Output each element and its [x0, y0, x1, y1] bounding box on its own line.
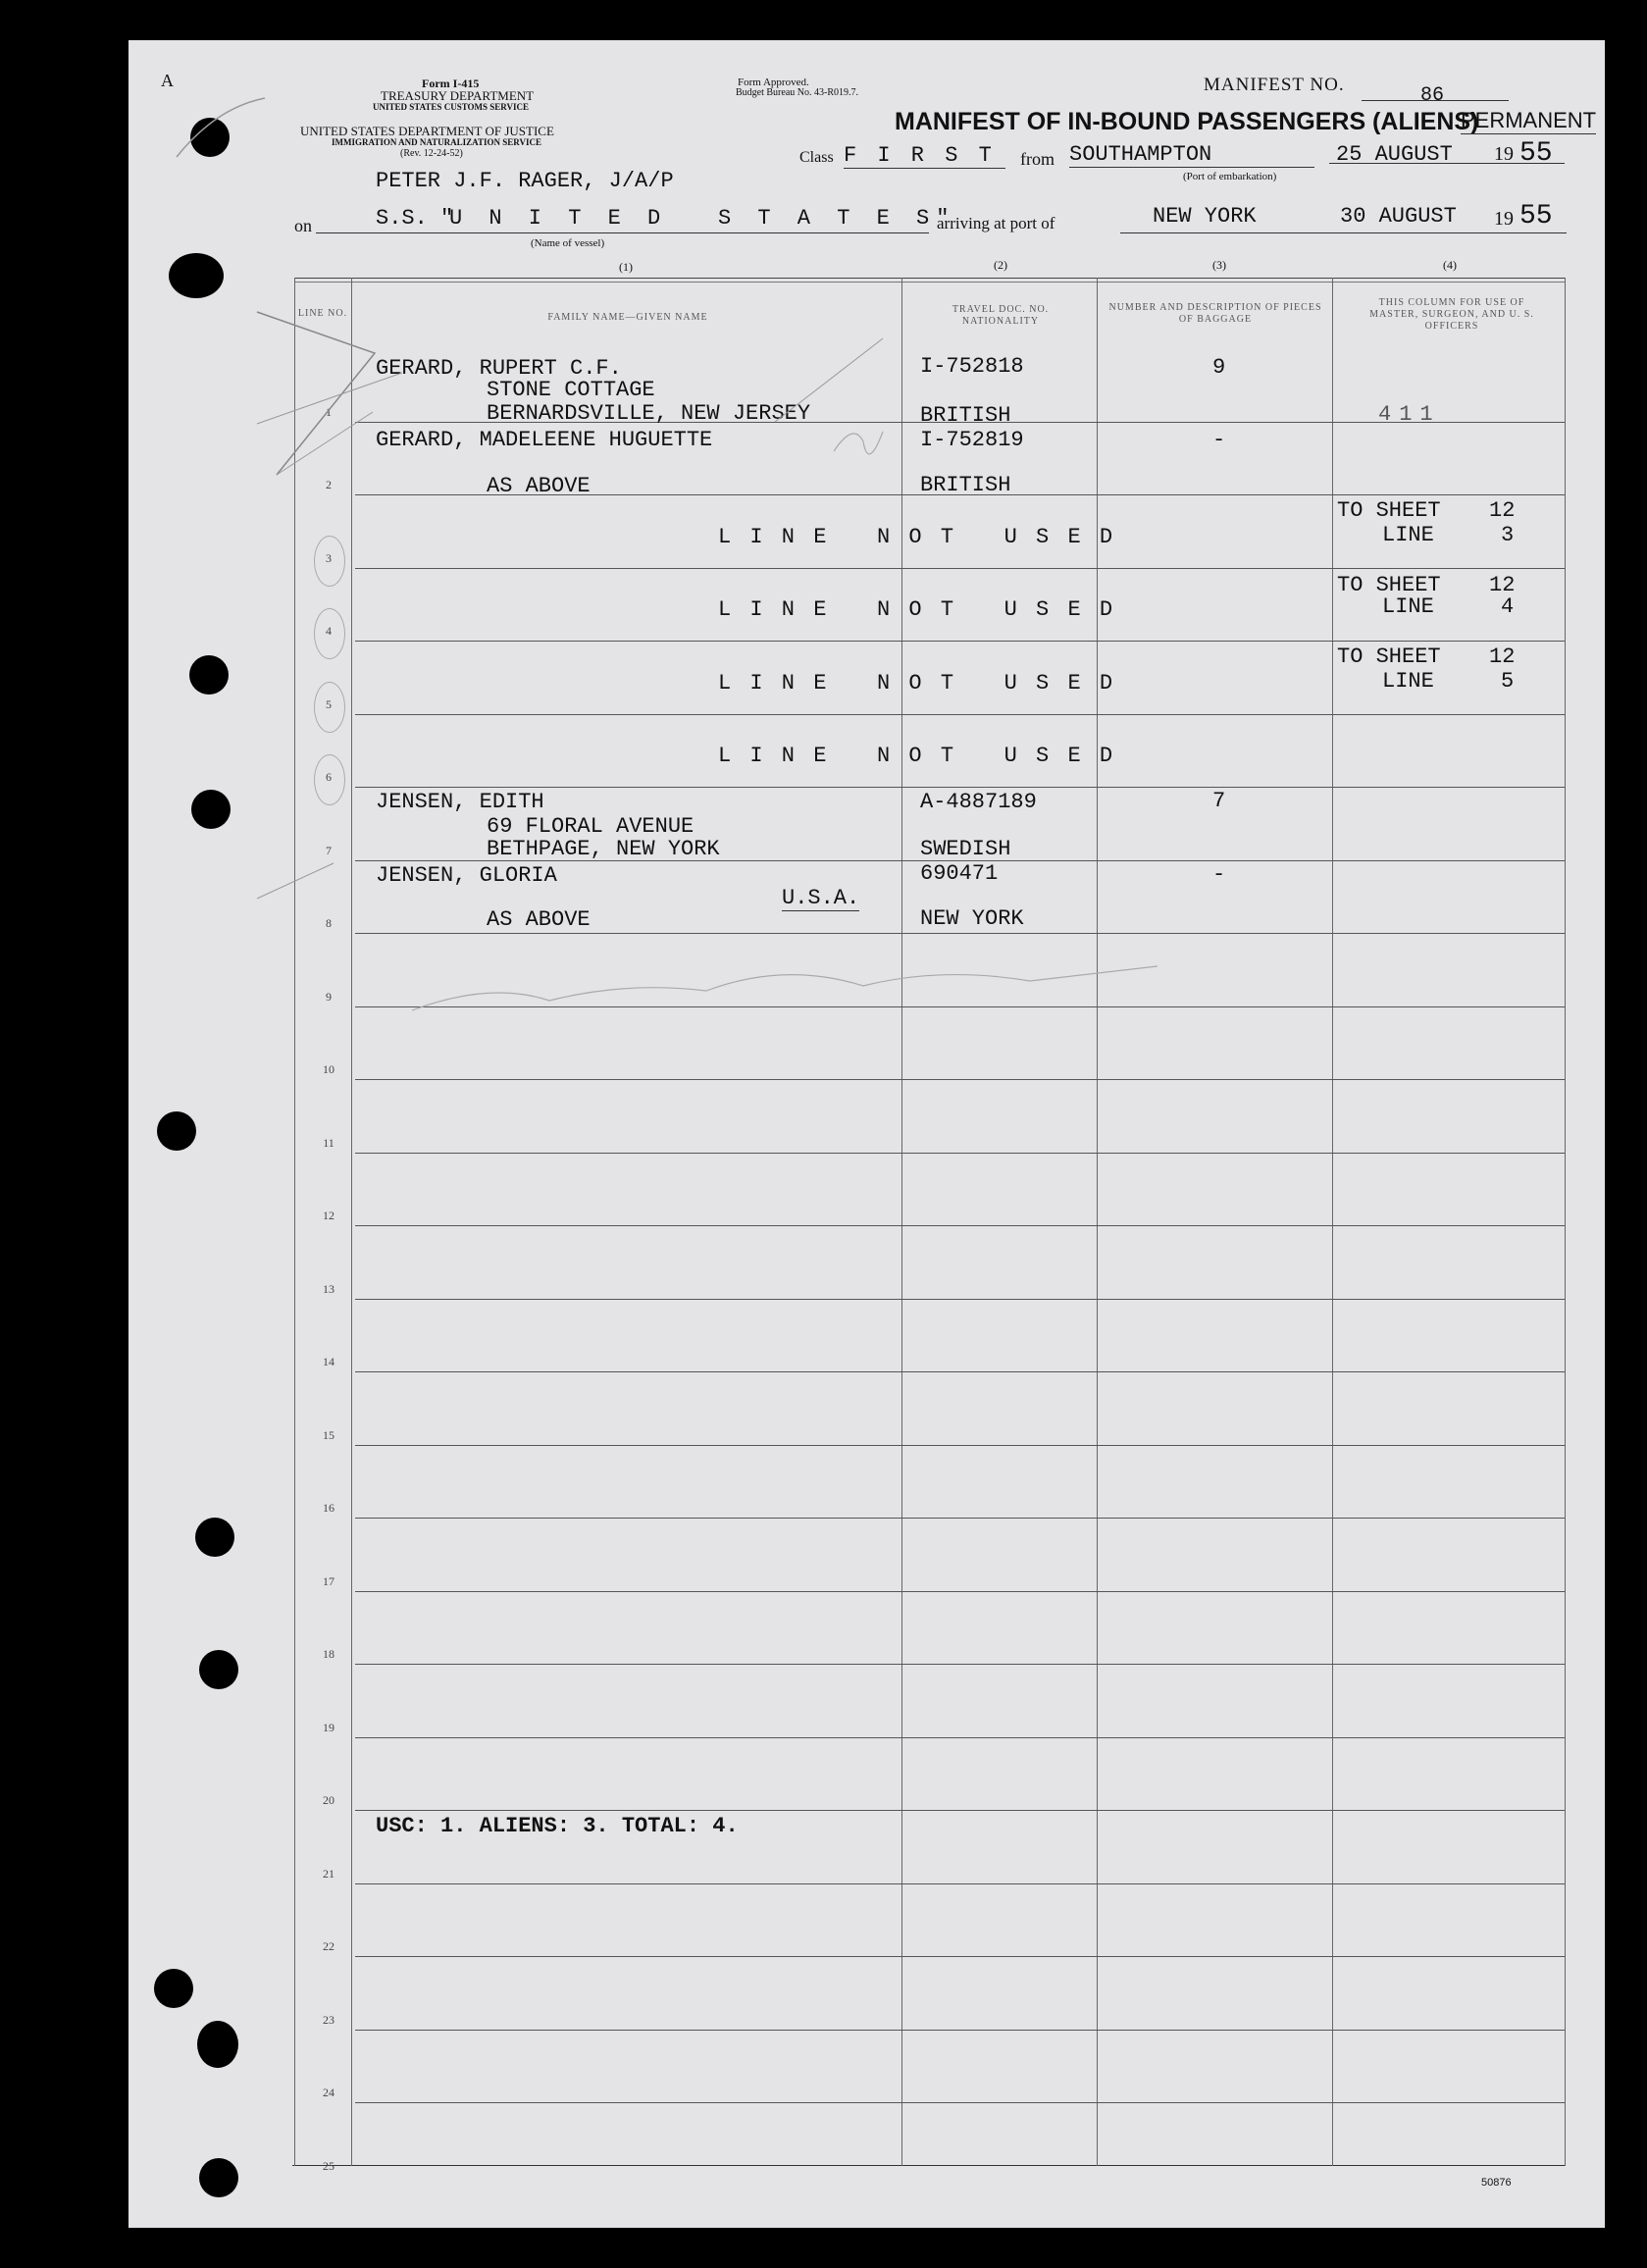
passenger-2-doc: I-752819 — [920, 428, 1024, 452]
passenger-1-address-1: STONE COTTAGE — [487, 378, 655, 402]
line-3-sheet-num: 12 — [1489, 498, 1516, 523]
passenger-2-address: AS ABOVE — [487, 474, 591, 498]
vessel-prefix: S.S. " — [376, 206, 454, 231]
line-number: 11 — [323, 1136, 335, 1150]
line-number: 15 — [323, 1428, 335, 1442]
arrival-date: 30 AUGUST — [1340, 204, 1457, 229]
passenger-1-name: GERARD, RUPERT C.F. — [376, 356, 622, 381]
line-number: 17 — [323, 1574, 335, 1588]
passenger-2-name: GERARD, MADELEENE HUGUETTE — [376, 428, 713, 452]
passenger-1-officer-mark: 411 — [1378, 402, 1441, 427]
vessel-caption: (Name of vessel) — [531, 237, 605, 249]
line-number: 7 — [326, 844, 332, 857]
port-embarkation-caption: (Port of embarkation) — [1183, 171, 1277, 182]
passenger-8-nationality: NEW YORK — [920, 906, 1024, 931]
passenger-7-address-2: BETHPAGE, NEW YORK — [487, 837, 720, 861]
port-embarkation: SOUTHAMPTON — [1069, 142, 1314, 168]
line-number: 12 — [323, 1209, 335, 1222]
corner-letter: A — [161, 71, 174, 90]
form-approved: Form Approved. — [738, 77, 809, 88]
passenger-1-baggage: 9 — [1212, 355, 1226, 380]
line-4-sheet-label: TO SHEET — [1337, 573, 1441, 597]
line-3-not-used: L I N E N O T U S E D — [718, 525, 1116, 549]
arrival-port: NEW YORK — [1153, 204, 1257, 229]
passenger-2-baggage: - — [1212, 428, 1226, 452]
passenger-8-doc: 690471 — [920, 861, 999, 886]
passenger-8-name: JENSEN, GLORIA — [376, 863, 557, 888]
passenger-7-baggage: 7 — [1212, 789, 1226, 813]
header-officers: THIS COLUMN FOR USE OF MASTER, SURGEON, AND U. S. OFFICERS — [1369, 297, 1534, 332]
line-3-line-num: 3 — [1501, 523, 1515, 547]
departure-year-prefix: 19 — [1494, 143, 1514, 165]
line-number: 16 — [323, 1501, 335, 1515]
line-number: 20 — [323, 1793, 335, 1807]
line-4-line-label: LINE — [1382, 594, 1434, 619]
passenger-1-doc: I-752818 — [920, 354, 1024, 379]
form-rev: (Rev. 12-24-52) — [400, 148, 463, 159]
line-number: 3 — [326, 551, 332, 565]
header-travel-doc: TRAVEL DOC. NO. NATIONALITY — [952, 304, 1050, 327]
col-num-4: (4) — [1443, 258, 1457, 272]
pencil-stroke — [177, 98, 265, 157]
budget-bureau: Budget Bureau No. 43-R019.7. — [736, 87, 858, 98]
passenger-1-nationality: BRITISH — [920, 403, 1011, 428]
line-5-line-label: LINE — [1382, 669, 1434, 694]
line-number: 2 — [326, 478, 332, 491]
on-label: on — [294, 216, 312, 235]
departure-year-suffix: 55 — [1519, 138, 1553, 169]
col-num-3: (3) — [1212, 258, 1226, 272]
class-label: Class — [799, 149, 834, 166]
footer-code: 50876 — [1481, 2177, 1512, 2189]
line-number: 9 — [326, 990, 332, 1004]
line-3-line-label: LINE — [1382, 523, 1434, 547]
line-5-line-num: 5 — [1501, 669, 1515, 694]
manifest-no-label: MANIFEST NO. — [1204, 75, 1345, 95]
passenger-8-usa: U.S.A. — [782, 886, 860, 910]
line-number: 6 — [326, 770, 332, 784]
col-num-1: (1) — [619, 260, 633, 274]
pencil-stroke — [277, 412, 373, 475]
line-number: 18 — [323, 1647, 335, 1661]
form-ins: IMMIGRATION AND NATURALIZATION SERVICE — [332, 137, 541, 147]
vessel-word-1: U N I T E D — [449, 206, 668, 231]
passenger-7-nationality: SWEDISH — [920, 837, 1011, 861]
col-num-2: (2) — [994, 258, 1007, 272]
pencil-stroke — [257, 863, 334, 899]
arrival-year-prefix: 19 — [1494, 208, 1514, 230]
line-4-line-num: 4 — [1501, 594, 1515, 619]
passenger-2-nationality: BRITISH — [920, 473, 1011, 497]
form-number: Form I-415 — [422, 77, 480, 90]
pencil-stroke — [834, 432, 883, 454]
departure-date: 25 AUGUST — [1336, 142, 1453, 167]
line-number: 22 — [323, 1939, 335, 1953]
line-number: 4 — [326, 624, 332, 638]
passenger-7-address-1: 69 FLORAL AVENUE — [487, 814, 695, 839]
manifest-status: PERMANENT — [1461, 108, 1597, 132]
line-number: 1 — [326, 405, 332, 419]
line-5-sheet-label: TO SHEET — [1337, 644, 1441, 669]
vessel-word-2: S T A T E S" — [718, 206, 956, 231]
header-line-no: LINE NO. — [297, 308, 348, 319]
passenger-8-address: AS ABOVE — [487, 907, 591, 932]
passenger-7-doc: A-4887189 — [920, 790, 1037, 814]
passenger-1-address-2: BERNARDSVILLE, NEW JERSEY — [487, 401, 811, 426]
form-customs: UNITED STATES CUSTOMS SERVICE — [373, 102, 529, 112]
line-5-not-used: L I N E N O T U S E D — [718, 671, 1116, 696]
form-dept: TREASURY DEPARTMENT — [381, 88, 535, 103]
line-4-not-used: L I N E N O T U S E D — [718, 597, 1116, 622]
manifest-no-value: 86 — [1420, 84, 1445, 107]
line-number: 21 — [323, 1867, 335, 1881]
header-baggage: NUMBER AND DESCRIPTION OF PIECES OF BAGGAGE — [1108, 302, 1322, 325]
signer: PETER J.F. RAGER, J/A/P — [376, 169, 674, 193]
arrival-year-suffix: 55 — [1519, 201, 1553, 232]
line-number: 24 — [323, 2086, 335, 2099]
manifest-title: MANIFEST OF IN-BOUND PASSENGERS (ALIENS) — [895, 108, 1479, 135]
pencil-stroke — [257, 373, 402, 424]
line-6-not-used: L I N E N O T U S E D — [718, 744, 1116, 768]
class-value: F I R S T — [844, 143, 1005, 169]
from-label: from — [1020, 149, 1055, 169]
line-number: 13 — [323, 1282, 335, 1296]
line-number: 10 — [323, 1062, 335, 1076]
line-number: 25 — [323, 2159, 335, 2173]
passenger-7-name: JENSEN, EDITH — [376, 790, 544, 814]
form-justice: UNITED STATES DEPARTMENT OF JUSTICE — [300, 124, 554, 138]
header-family-name: FAMILY NAME—GIVEN NAME — [547, 312, 708, 323]
line-number: 8 — [326, 916, 332, 930]
signature-scrawl — [412, 966, 1158, 1010]
line-5-sheet-num: 12 — [1489, 644, 1516, 669]
line-number: 23 — [323, 2013, 335, 2027]
line-number: 19 — [323, 1721, 335, 1734]
line-4-sheet-num: 12 — [1489, 573, 1516, 597]
pencil-stroke — [257, 312, 375, 475]
pencil-stroke — [775, 338, 883, 422]
line-number: 14 — [323, 1355, 335, 1368]
arriving-label: arriving at port of — [937, 214, 1055, 232]
passenger-8-baggage: - — [1212, 862, 1226, 887]
manifest-summary: USC: 1. ALIENS: 3. TOTAL: 4. — [376, 1814, 739, 1838]
line-3-sheet-label: TO SHEET — [1337, 498, 1441, 523]
line-number: 5 — [326, 697, 332, 711]
